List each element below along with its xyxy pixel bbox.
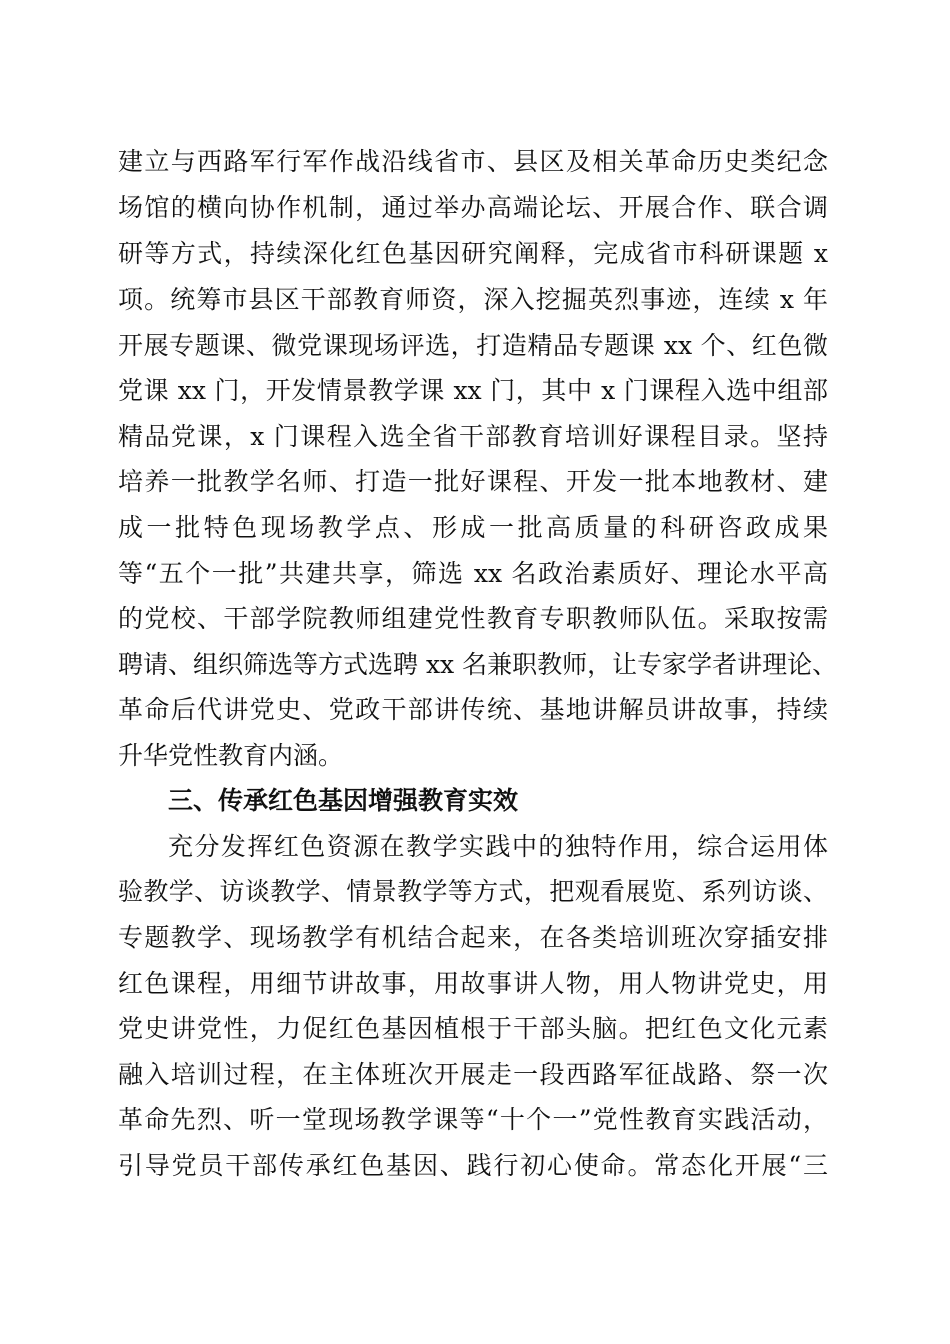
paragraph-2-line-7: 革命先烈、听一堂现场教学课等“十个一”党性教育实践活动， — [118, 1105, 828, 1134]
paragraph-1-line-2: 场馆的横向协作机制，通过举办高端论坛、开展合作、联合调 — [118, 193, 828, 222]
paragraph-2-line-8: 引导党员干部传承红色基因、践行初心使命。常态化开展“三 — [118, 1151, 828, 1180]
paragraph-1-line-7: 精品党课，x 门课程入选全省干部教育培训好课程目录。坚持 — [118, 422, 828, 451]
paragraph-2-line-4: 红色课程，用细节讲故事，用故事讲人物，用人物讲党史，用 — [118, 969, 828, 998]
paragraph-2-line-3: 专题教学、现场教学有机结合起来，在各类培训班次穿插安排 — [118, 923, 828, 952]
paragraph-1-line-3: 研等方式，持续深化红色基因研究阐释，完成省市科研课题 x — [118, 239, 828, 268]
paragraph-1-line-1: 建立与西路军行军作战沿线省市、县区及相关革命历史类纪念 — [118, 147, 828, 176]
paragraph-1-line-14: 升华党性教育内涵。 — [118, 741, 344, 770]
section-heading: 三、传承红色基因增强教育实效 — [168, 786, 519, 815]
paragraph-2-line-1: 充分发挥红色资源在教学实践中的独特作用，综合运用体 — [168, 832, 828, 861]
paragraph-2-line-2: 验教学、访谈教学、情景教学等方式，把观看展览、系列访谈、 — [118, 877, 828, 906]
paragraph-1-line-11: 的党校、干部学院教师组建党性教育专职教师队伍。采取按需 — [118, 604, 828, 633]
paragraph-1-line-5: 开展专题课、微党课现场评选，打造精品专题课 xx 个、红色微 — [118, 331, 828, 360]
paragraph-1-line-13: 革命后代讲党史、党政干部讲传统、基地讲解员讲故事，持续 — [118, 695, 828, 724]
paragraph-2-line-6: 融入培训过程，在主体班次开展走一段西路军征战路、祭一次 — [118, 1060, 828, 1089]
paragraph-1-line-12: 聘请、组织筛选等方式选聘 xx 名兼职教师，让专家学者讲理论、 — [118, 650, 838, 679]
paragraph-1-line-9: 成一批特色现场教学点、形成一批高质量的科研咨政成果 — [118, 513, 828, 542]
paragraph-1-line-4: 项。统筹市县区干部教育师资，深入挖掘英烈事迹，连续 x 年 — [118, 285, 828, 314]
paragraph-1-line-10: 等“五个一批”共建共享，筛选 xx 名政治素质好、理论水平高 — [118, 559, 828, 588]
paragraph-1-line-8: 培养一批教学名师、打造一批好课程、开发一批本地教材、建 — [118, 467, 828, 496]
paragraph-1-line-6: 党课 xx 门，开发情景教学课 xx 门，其中 x 门课程入选中组部 — [118, 376, 828, 405]
paragraph-2-line-5: 党史讲党性，力促红色基因植根于干部头脑。把红色文化元素 — [118, 1014, 828, 1043]
